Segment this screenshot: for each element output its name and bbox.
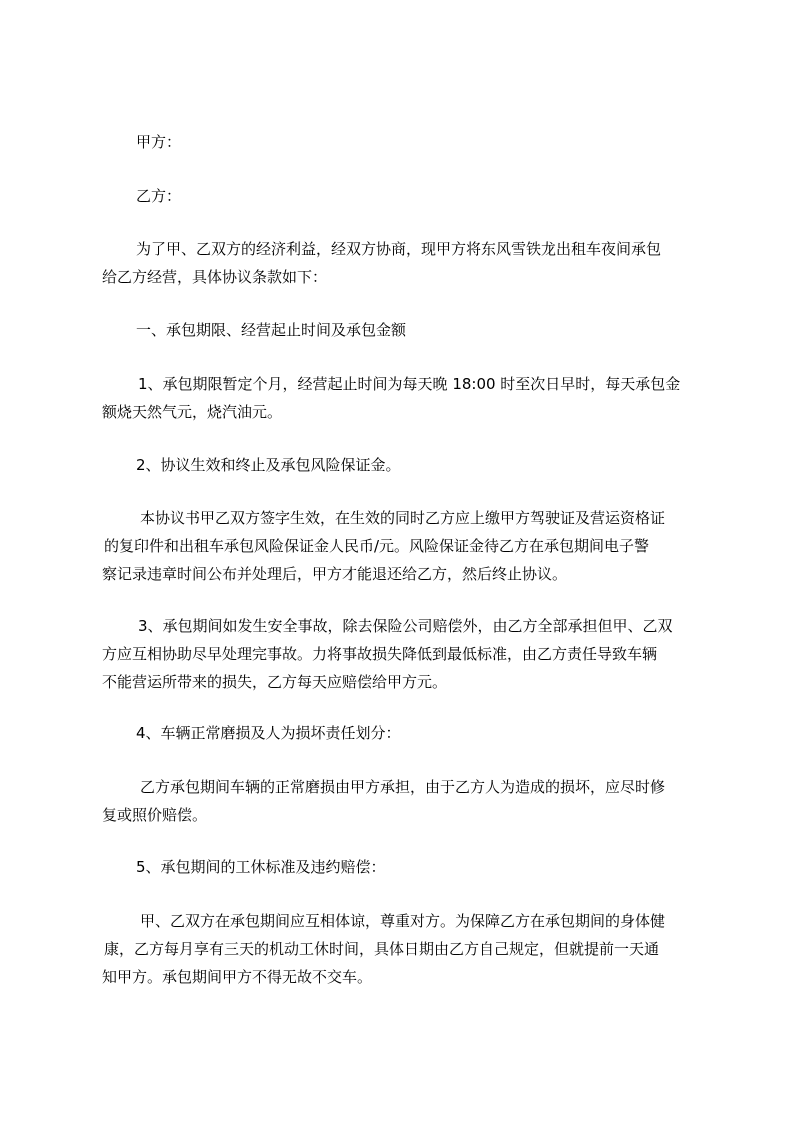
section5-line: 康，乙方每月享有三天的机动工休时间，具体日期由乙方自己规定，但就提前一天通: [104, 940, 660, 958]
section4-paragraph: [102, 773, 702, 829]
section2-line: 察记录违章时间公布并处理后，甲方才能退还给乙方，然后终止协议。: [102, 565, 568, 583]
section5-line: 知甲方。承包期间甲方不得无故不交车。: [102, 968, 373, 986]
party-b-label: 乙方：: [136, 187, 182, 205]
section5-line: 甲、乙双方在承包期间应互相体谅，尊重对方。为保障乙方在承包期间的身体健: [140, 912, 666, 930]
section4-heading: 4、车辆正常磨损及人为损坏责任划分：: [136, 724, 401, 742]
intro-line: 为了甲、乙双方的经济利益，经双方协商，现甲方将东风雪铁龙出租车夜间承包: [136, 240, 662, 258]
party-a-label: 甲方：: [136, 133, 182, 151]
section1-line: 额烧天然气元，烧汽油元。: [102, 403, 283, 421]
section2-line: 的复印件和出租车承包风险保证金人民币/元。风险保证金待乙方在承包期间电子警: [104, 537, 650, 555]
intro-line: 给乙方经营，具体协议条款如下：: [102, 268, 328, 286]
section3-paragraph: [102, 612, 702, 696]
section3-line: 方应互相协助尽早处理完事故。力将事故损失降低到最低标准，由乙方责任导致车辆: [102, 645, 658, 663]
section2-heading: 2、协议生效和终止及承包风险保证金。: [136, 456, 401, 474]
section2-paragraph: [102, 504, 702, 588]
section4-line: 复或照价赔偿。: [102, 806, 208, 824]
section3-line: 不能营运所带来的损失，乙方每天应赔偿给甲方元。: [102, 673, 448, 691]
section1-line: 1、承包期限暂定个月，经营起止时间为每天晚 18:00 时至次日早时，每天承包金: [138, 375, 681, 393]
section2-line: 本协议书甲乙双方签字生效，在生效的同时乙方应上缴甲方驾驶证及营运资格证: [140, 509, 666, 527]
section1-heading: 一、承包期限、经营起止时间及承包金额: [136, 321, 407, 339]
section5-paragraph: [102, 907, 702, 991]
section5-heading: 5、承包期间的工休标准及违约赔偿：: [136, 858, 386, 876]
section1-paragraph: [102, 370, 702, 426]
section3-line: 3、承包期间如发生安全事故，除去保险公司赔偿外，由乙方全部承担但甲、乙双: [138, 617, 673, 635]
intro-paragraph: [102, 235, 702, 291]
section4-line: 乙方承包期间车辆的正常磨损由甲方承担，由于乙方人为造成的损坏，应尽时修: [140, 778, 666, 796]
